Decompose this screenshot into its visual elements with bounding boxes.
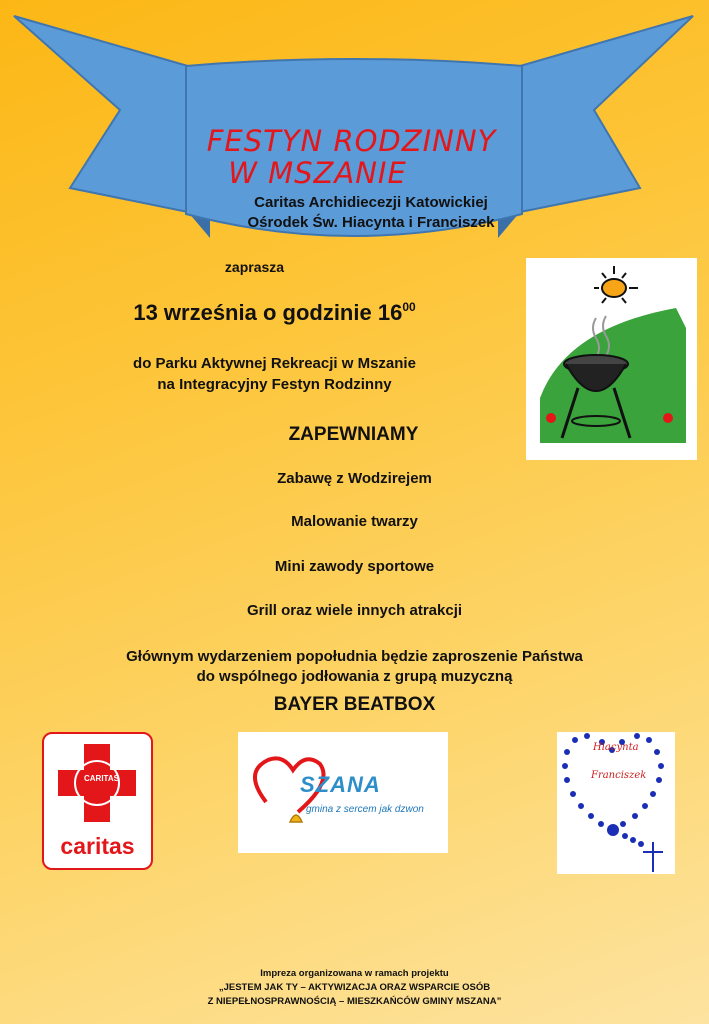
footer-project-title-line2: Z NIEPEŁNOSPRAWNOŚCIĄ – MIESZKAŃCÓW GMINY MSZANA”	[207, 996, 502, 1007]
caritas-wordmark: caritas	[60, 833, 135, 859]
mszana-wordmark: SZANA	[300, 772, 381, 797]
band-name: BAYER BEATBOX	[273, 694, 436, 715]
footer-project-title-line1: „JESTEM JAK TY – AKTYWIZACJA ORAZ WSPARCIE OSÓB	[218, 982, 491, 993]
event-title-line2: W MSZANIE	[228, 156, 407, 190]
event-time-minutes: 00	[402, 300, 416, 314]
organizer-name: Caritas Archidiecezji Katowickiej	[254, 194, 488, 211]
invites-text: zaprasza	[224, 259, 285, 275]
caritas-ring-text: CARITAS	[84, 774, 119, 783]
main-event-line2: do wspólnego jodłowania z grupą muzyczną	[196, 668, 513, 685]
hiacynta-label: Hiacynta	[593, 742, 639, 753]
venue-line2: na Integracyjny Festyn Rodzinny	[157, 376, 392, 393]
offer-item: Mini zawody sportowe	[274, 558, 435, 575]
event-date: 13 września o godzinie $16^{00}$	[133, 300, 416, 325]
hiacynta-franciszek-logo	[557, 732, 675, 874]
event-title-line1: FESTYN RODZINNY	[206, 124, 497, 158]
organizer-center: Ośrodek Św. Hiacynta i Franciszek	[247, 214, 495, 231]
offer-heading: ZAPEWNIAMY	[288, 424, 419, 445]
franciszek-label: Franciszek	[591, 770, 647, 781]
venue-line1: do Parku Aktywnej Rekreacji w Mszanie	[133, 355, 416, 372]
mszana-logo	[238, 732, 448, 853]
offer-item: Malowanie twarzy	[291, 513, 418, 530]
main-event-line1: Głównym wydarzeniem popołudnia będzie zaproszenie Państwa	[126, 648, 583, 665]
footer-project-intro: Impreza organizowana w ramach projektu	[260, 968, 449, 979]
caritas-logo	[42, 732, 153, 870]
mszana-tagline: gmina z sercem jak dzwon	[306, 804, 424, 815]
offer-item: Zabawę z Wodzirejem	[277, 470, 432, 487]
offer-item: Grill oraz wiele innych atrakcji	[246, 602, 463, 619]
